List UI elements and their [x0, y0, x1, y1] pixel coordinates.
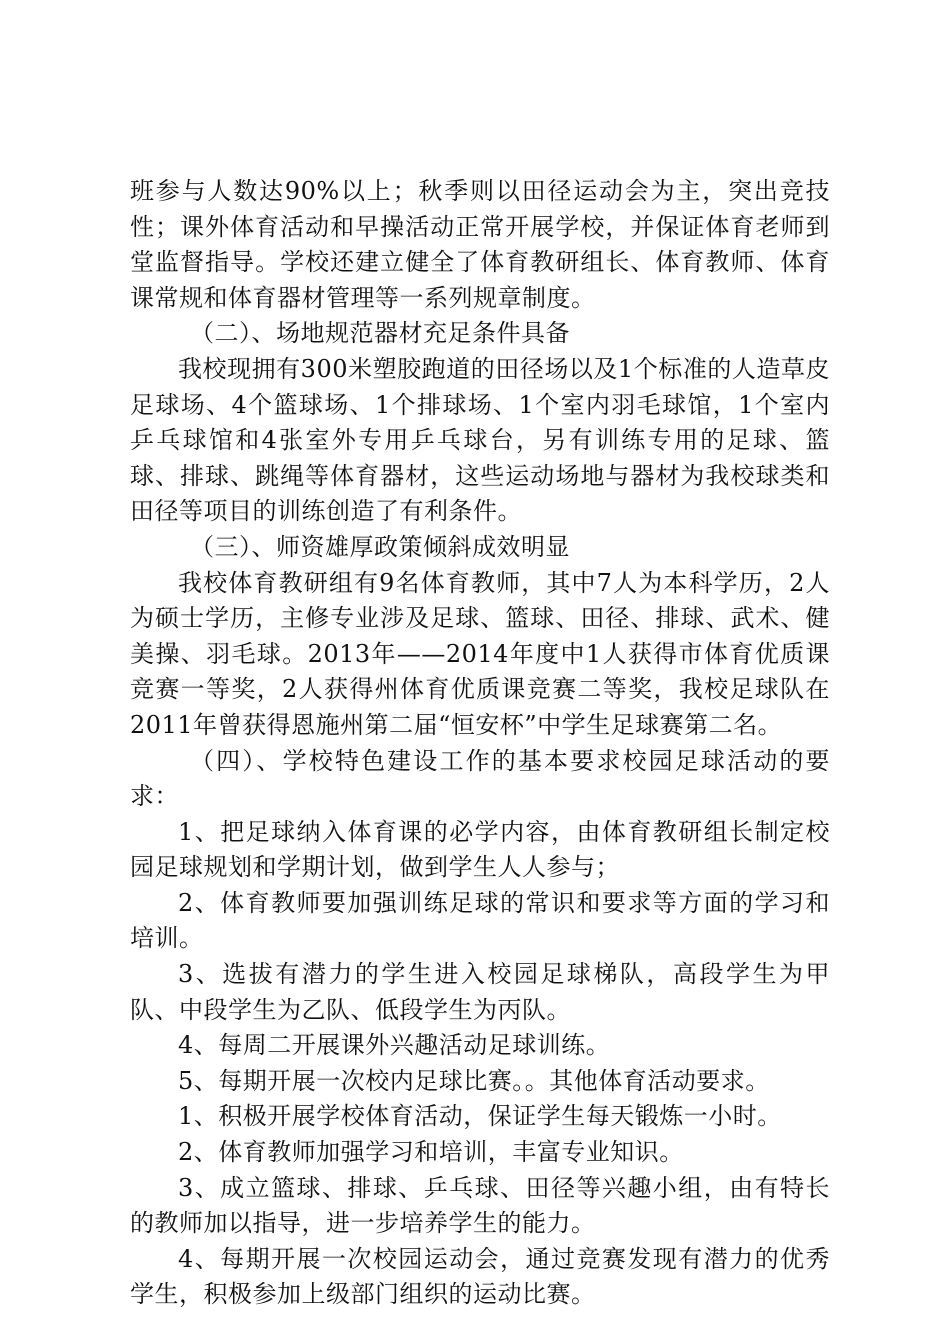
paragraph-intro-continuation: 班参与人数达90%以上；秋季则以田径运动会为主，突出竞技性；课外体育活动和早操活动正常开展学校，并保证体育老师到堂监督指导。学校还建立健全了体育教研组长、体育教师、体育课常规和体育器材管理等一系列规章制度。	[130, 177, 830, 312]
list-item: 2、体育教师加强学习和培训，丰富专业知识。	[178, 1138, 684, 1167]
list-item: 4、每周二开展课外兴趣活动足球训练。	[178, 1031, 611, 1060]
list-item: 5、每期开展一次校内足球比赛。。其他体育活动要求。	[178, 1066, 770, 1095]
list-item: 3、选拔有潜力的学生进入校园足球梯队，高段学生为甲队、中段学生为乙队、低段学生为丙队。	[130, 960, 830, 1024]
paragraph-teachers: 我校体育教研组有9名体育教师，其中7人为本科学历，2人为硕士学历，主修专业涉及足球、篮球、田径、排球、武术、健美操、羽毛球。2013年——2014年度中1人获得市体育优质课竞赛一等奖，2人获得州体育优质课竞赛二等奖，我校足球队在2011年曾获得恩施州第二届“恒安杯”中学生足球赛第二名。	[130, 568, 830, 739]
list-item: 1、把足球纳入体育课的必学内容，由体育教研组长制定校园足球规划和学期计划，做到学生人人参与；	[130, 817, 830, 882]
document-body	[130, 174, 830, 1313]
section-heading-teachers: （三）、师资雄厚政策倾斜成效明显	[190, 532, 570, 561]
list-item: 1、积极开展学校体育活动，保证学生每天锻炼一小时。	[178, 1102, 782, 1131]
list-item: 4、每期开展一次校园运动会，通过竞赛发现有潜力的优秀学生，积极参加上级部门组织的运动比赛。	[130, 1244, 830, 1309]
section-heading-requirements: （四）、学校特色建设工作的基本要求校园足球活动的要求：	[130, 746, 830, 811]
section-heading-facilities: （二）、场地规范器材充足条件具备	[190, 319, 570, 348]
paragraph-facilities: 我校现拥有300米塑胶跑道的田径场以及1个标准的人造草皮足球场、4个篮球场、1个排球场、1个室内羽毛球馆，1个室内乒乓球馆和4张室外专用乒乓球台，另有训练专用的足球、篮球、排球、跳绳等体育器材，这些运动场地与器材为我校球类和田径等项目的训练创造了有利条件。	[130, 354, 830, 526]
list-item: 3、成立篮球、排球、乒乓球、田径等兴趣小组，由有特长的教师加以指导，进一步培养学生的能力。	[130, 1173, 830, 1238]
list-item: 2、体育教师要加强训练足球的常识和要求等方面的学习和培训。	[130, 888, 830, 953]
